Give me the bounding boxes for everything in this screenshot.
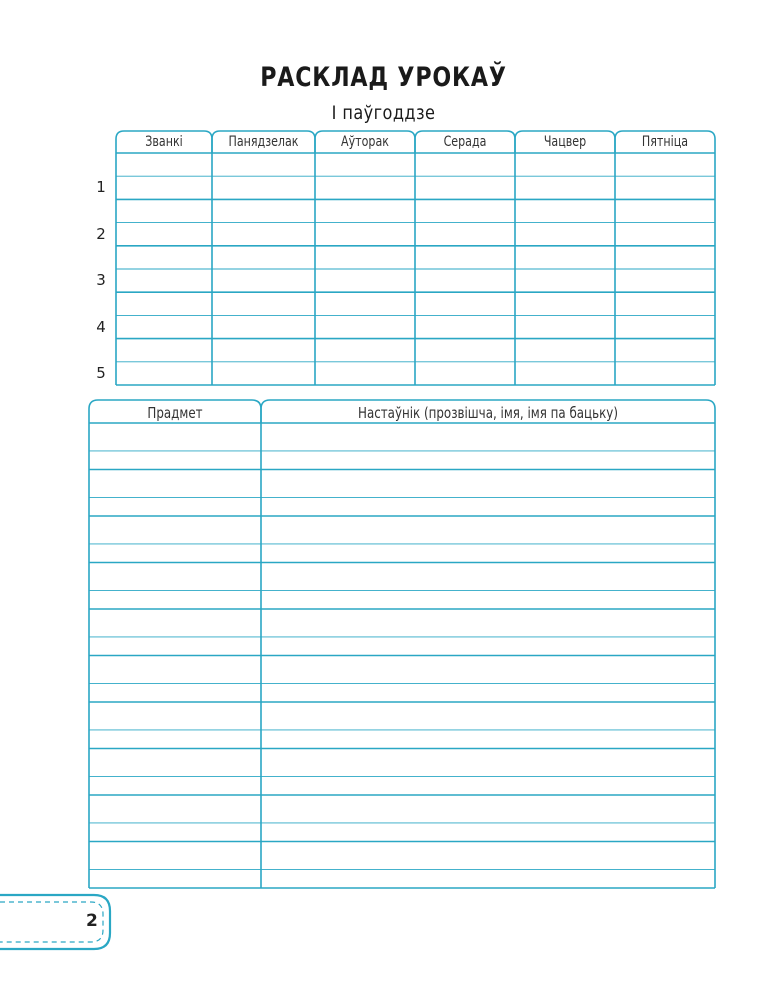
teachers-header-teacher: Настаўнік (прозвішча, імя, імя па бацьку) [358, 404, 618, 422]
page-number: 2 [86, 911, 98, 931]
schedule-header-wednesday: Серада [443, 134, 487, 150]
schedule-header-tuesday: Аўторак [341, 134, 389, 150]
lesson-number: 4 [96, 318, 106, 336]
lesson-number: 2 [96, 225, 106, 243]
lesson-number: 1 [96, 178, 106, 196]
page-subtitle: І паўгоддзе [331, 102, 436, 124]
schedule-header-thursday: Чацвер [543, 134, 587, 150]
schedule-table [116, 131, 715, 385]
lesson-number: 5 [96, 364, 106, 382]
schedule-header-monday: Панядзелак [228, 134, 299, 150]
lesson-number: 3 [96, 271, 106, 289]
teachers-header-subject: Прадмет [147, 404, 203, 422]
schedule-header-calls: Званкі [145, 134, 183, 150]
teachers-table [89, 400, 715, 888]
schedule-header-friday: Пятніца [641, 134, 689, 150]
page-title: РАСКЛАД УРОКАЎ [260, 62, 507, 93]
